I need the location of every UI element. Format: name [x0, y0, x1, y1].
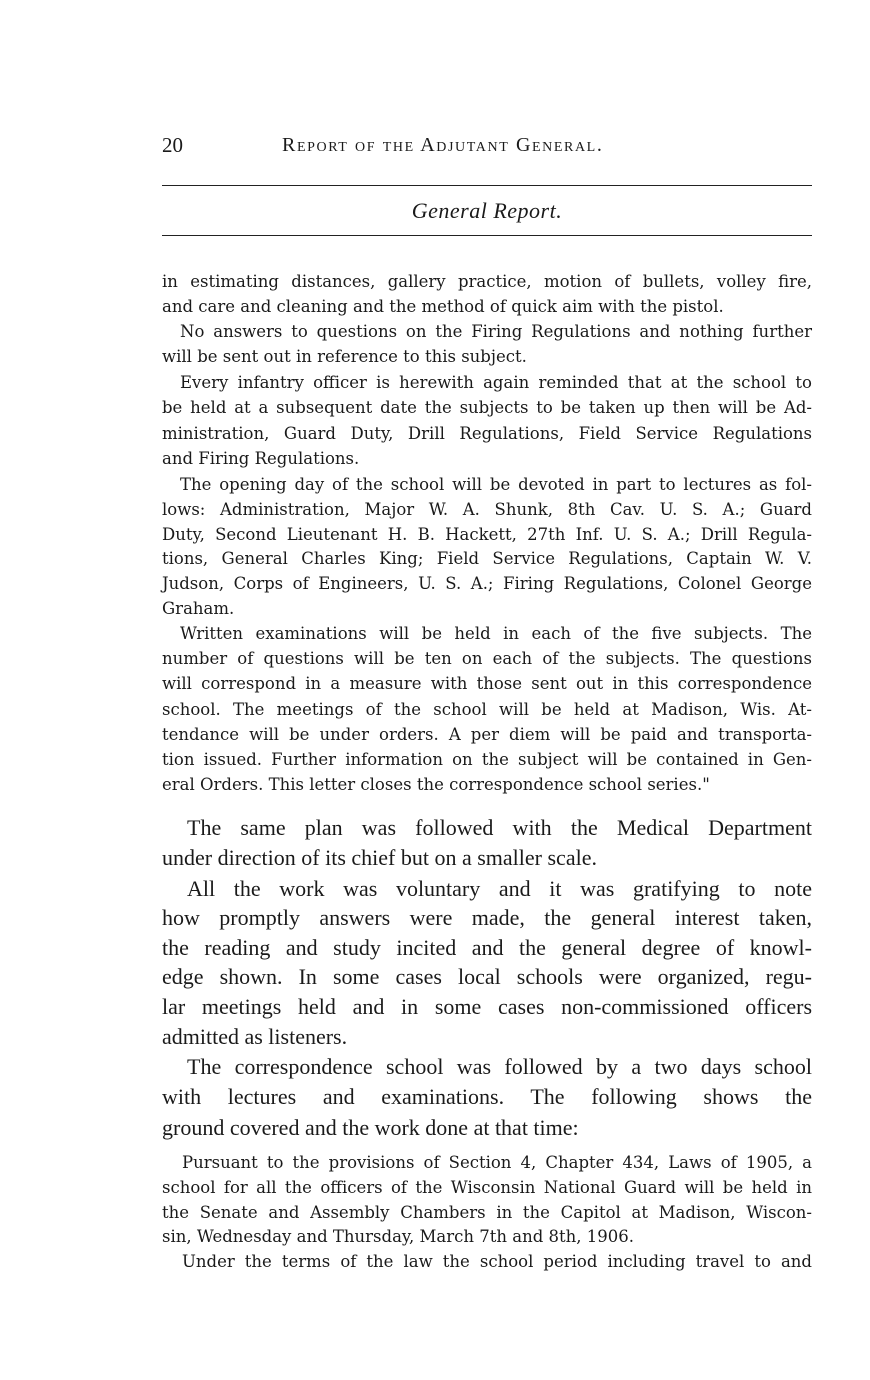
- text-line: and care and cleaning and the method of quick aim with the pistol.: [162, 297, 724, 316]
- text-line: tions, General Charles King; Field Service Regulations, Captain W. V.: [162, 549, 812, 568]
- page-number: 20: [162, 133, 183, 157]
- text-line: lows: Administration, Major W. A. Shunk, 8th Cav. U. S. A.; Guard: [162, 500, 812, 519]
- text-line: the reading and study incited and the general degree of knowl-: [162, 935, 812, 960]
- text-line: The correspondence school was followed by a two days school: [187, 1054, 812, 1079]
- running-title: Report of the Adjutant General.: [282, 134, 604, 156]
- text-line: in estimating distances, gallery practice, motion of bullets, volley fire,: [162, 272, 812, 291]
- text-line: with lectures and examinations. The following shows the: [162, 1084, 812, 1109]
- text-line: under direction of its chief but on a smaller scale.: [162, 845, 597, 870]
- section-heading: General Report.: [411, 198, 563, 223]
- text-line: Under the terms of the law the school period including travel to and: [182, 1252, 812, 1271]
- text-line: eral Orders. This letter closes the correspondence school series.": [162, 775, 710, 794]
- text-line: the Senate and Assembly Chambers in the Capitol at Madison, Wiscon-: [162, 1203, 812, 1222]
- text-line: Written examinations will be held in each of the five subjects. The: [180, 624, 812, 643]
- text-line: Graham.: [162, 599, 235, 618]
- text-line: lar meetings held and in some cases non-commissioned officers: [162, 994, 812, 1019]
- header-rule-top: [162, 185, 812, 186]
- text-line: Pursuant to the provisions of Section 4, Chapter 434, Laws of 1905, a: [182, 1153, 812, 1172]
- running-head: [162, 133, 812, 163]
- text-line: No answers to questions on the Firing Regulations and nothing further: [180, 322, 812, 341]
- text-line: ministration, Guard Duty, Drill Regulations, Field Service Regulations: [162, 424, 812, 443]
- text-line: school for all the officers of the Wisconsin National Guard will be held in: [162, 1178, 812, 1197]
- text-line: Every infantry officer is herewith again reminded that at the school to: [180, 373, 812, 392]
- text-line: tendance will be under orders. A per diem will be paid and transporta-: [162, 725, 812, 744]
- text-line: sin, Wednesday and Thursday, March 7th and 8th, 1906.: [162, 1227, 635, 1246]
- text-line: school. The meetings of the school will be held at Madison, Wis. At-: [162, 700, 812, 719]
- text-line: Duty, Second Lieutenant H. B. Hackett, 27th Inf. U. S. A.; Drill Regula-: [162, 525, 812, 544]
- text-line: will correspond in a measure with those sent out in this correspondence: [162, 674, 812, 693]
- text-line: The opening day of the school will be devoted in part to lectures as fol-: [180, 475, 812, 494]
- header-rule-bottom: [162, 235, 812, 236]
- text-line: number of questions will be ten on each of the subjects. The questions: [162, 649, 812, 668]
- text-line: All the work was voluntary and it was gratifying to note: [187, 876, 812, 901]
- text-line: tion issued. Further information on the subject will be contained in Gen-: [162, 750, 812, 769]
- text-line: admitted as listeners.: [162, 1024, 348, 1049]
- text-line: Judson, Corps of Engineers, U. S. A.; Firing Regulations, Colonel George: [162, 574, 812, 593]
- text-line: be held at a subsequent date the subjects to be taken up then will be Ad-: [162, 398, 812, 417]
- text-line: will be sent out in reference to this subject.: [162, 347, 527, 366]
- text-line: and Firing Regulations.: [162, 449, 360, 468]
- text-line: ground covered and the work done at that time:: [162, 1115, 579, 1140]
- text-line: how promptly answers were made, the general interest taken,: [162, 905, 812, 930]
- text-line: The same plan was followed with the Medical Department: [187, 815, 812, 840]
- text-line: edge shown. In some cases local schools were organized, regu-: [162, 964, 812, 989]
